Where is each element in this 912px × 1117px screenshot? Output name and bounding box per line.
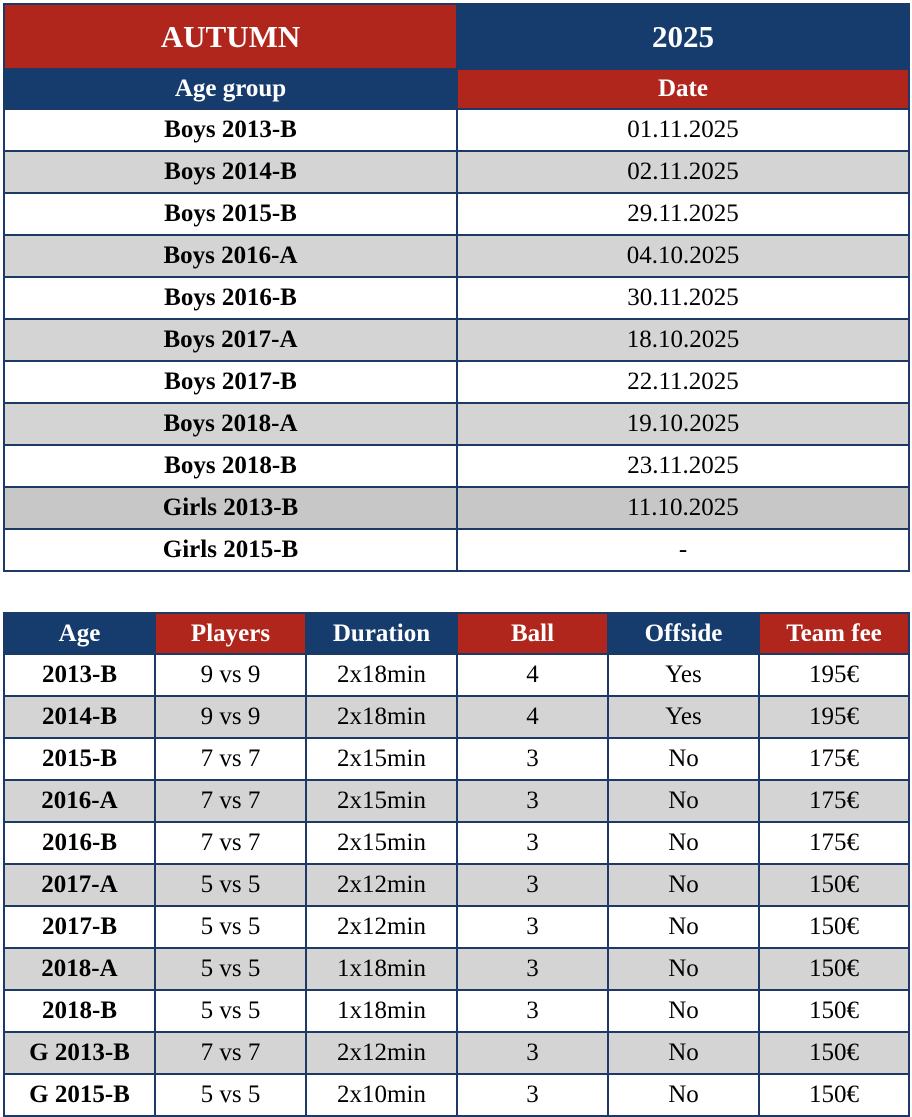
team-fee-cell: 150€: [759, 948, 909, 990]
offside-cell: Yes: [608, 654, 759, 696]
team-fee-cell: 175€: [759, 822, 909, 864]
offside-cell: No: [608, 948, 759, 990]
players-cell: 9 vs 9: [155, 696, 306, 738]
age-group-header: Age group: [4, 69, 457, 109]
date-cell: 19.10.2025: [457, 403, 909, 445]
schedule-title-row: [4, 4, 909, 69]
ball-cell: 4: [457, 696, 608, 738]
table-row: [4, 529, 909, 571]
players-cell: 7 vs 7: [155, 738, 306, 780]
age-cell: 2013-B: [4, 654, 155, 696]
age-cell: G 2015-B: [4, 1074, 155, 1116]
team-fee-cell: 150€: [759, 1074, 909, 1116]
players-header: Players: [155, 613, 306, 654]
duration-cell: 2x15min: [306, 780, 457, 822]
date-header: Date: [457, 69, 909, 109]
players-cell: 5 vs 5: [155, 948, 306, 990]
age-group-cell: Girls 2015-B: [4, 529, 457, 571]
duration-cell: 2x12min: [306, 864, 457, 906]
players-cell: 5 vs 5: [155, 906, 306, 948]
team-fee-cell: 150€: [759, 990, 909, 1032]
schedule-table: [3, 3, 910, 572]
table-row: [4, 822, 909, 864]
date-cell: 29.11.2025: [457, 193, 909, 235]
table-row: [4, 864, 909, 906]
duration-cell: 1x18min: [306, 948, 457, 990]
table-row: [4, 487, 909, 529]
table-row: [4, 235, 909, 277]
duration-cell: 2x15min: [306, 738, 457, 780]
team-fee-cell: 175€: [759, 780, 909, 822]
offside-cell: No: [608, 864, 759, 906]
duration-cell: 2x12min: [306, 906, 457, 948]
team-fee-cell: 195€: [759, 696, 909, 738]
age-cell: G 2013-B: [4, 1032, 155, 1074]
players-cell: 9 vs 9: [155, 654, 306, 696]
date-cell: 01.11.2025: [457, 109, 909, 151]
table-row: [4, 654, 909, 696]
offside-cell: No: [608, 780, 759, 822]
age-group-cell: Boys 2018-B: [4, 445, 457, 487]
duration-cell: 2x15min: [306, 822, 457, 864]
table-row: [4, 906, 909, 948]
schedule-header-row: [4, 69, 909, 109]
date-cell: 04.10.2025: [457, 235, 909, 277]
table-row: [4, 151, 909, 193]
table-row: [4, 319, 909, 361]
ball-cell: 3: [457, 990, 608, 1032]
table-row: [4, 1074, 909, 1116]
date-cell: 02.11.2025: [457, 151, 909, 193]
date-cell: 11.10.2025: [457, 487, 909, 529]
team-fee-cell: 195€: [759, 654, 909, 696]
offside-header: Offside: [608, 613, 759, 654]
offside-cell: Yes: [608, 696, 759, 738]
age-group-cell: Boys 2016-B: [4, 277, 457, 319]
duration-cell: 2x18min: [306, 654, 457, 696]
table-row: [4, 109, 909, 151]
age-cell: 2017-B: [4, 906, 155, 948]
table-row: [4, 1032, 909, 1074]
ball-cell: 4: [457, 654, 608, 696]
table-row: [4, 277, 909, 319]
team-fee-cell: 150€: [759, 906, 909, 948]
players-cell: 5 vs 5: [155, 864, 306, 906]
ball-cell: 3: [457, 738, 608, 780]
players-cell: 5 vs 5: [155, 1074, 306, 1116]
offside-cell: No: [608, 990, 759, 1032]
offside-cell: No: [608, 906, 759, 948]
age-group-cell: Boys 2017-B: [4, 361, 457, 403]
team-fee-cell: 175€: [759, 738, 909, 780]
date-cell: 22.11.2025: [457, 361, 909, 403]
table-row: [4, 361, 909, 403]
ball-cell: 3: [457, 948, 608, 990]
duration-cell: 2x18min: [306, 696, 457, 738]
table-row: [4, 696, 909, 738]
team-fee-cell: 150€: [759, 864, 909, 906]
age-cell: 2018-B: [4, 990, 155, 1032]
date-cell: 30.11.2025: [457, 277, 909, 319]
offside-cell: No: [608, 1032, 759, 1074]
ball-cell: 3: [457, 1032, 608, 1074]
year-title: 2025: [457, 4, 909, 69]
age-cell: 2016-B: [4, 822, 155, 864]
duration-header: Duration: [306, 613, 457, 654]
players-cell: 7 vs 7: [155, 780, 306, 822]
team-fee-header: Team fee: [759, 613, 909, 654]
table-row: [4, 990, 909, 1032]
ball-cell: 3: [457, 780, 608, 822]
table-row: [4, 193, 909, 235]
age-cell: 2018-A: [4, 948, 155, 990]
age-group-cell: Boys 2013-B: [4, 109, 457, 151]
ball-cell: 3: [457, 1074, 608, 1116]
age-group-cell: Boys 2017-A: [4, 319, 457, 361]
rules-header-row: [4, 613, 909, 654]
duration-cell: 2x10min: [306, 1074, 457, 1116]
table-row: [4, 780, 909, 822]
season-title: AUTUMN: [4, 4, 457, 69]
age-cell: 2017-A: [4, 864, 155, 906]
date-cell: -: [457, 529, 909, 571]
age-cell: 2016-A: [4, 780, 155, 822]
age-group-cell: Boys 2015-B: [4, 193, 457, 235]
age-group-cell: Girls 2013-B: [4, 487, 457, 529]
table-row: [4, 948, 909, 990]
offside-cell: No: [608, 738, 759, 780]
ball-cell: 3: [457, 906, 608, 948]
team-fee-cell: 150€: [759, 1032, 909, 1074]
ball-cell: 3: [457, 864, 608, 906]
players-cell: 5 vs 5: [155, 990, 306, 1032]
age-group-cell: Boys 2016-A: [4, 235, 457, 277]
players-cell: 7 vs 7: [155, 822, 306, 864]
players-cell: 7 vs 7: [155, 1032, 306, 1074]
duration-cell: 1x18min: [306, 990, 457, 1032]
offside-cell: No: [608, 1074, 759, 1116]
date-cell: 18.10.2025: [457, 319, 909, 361]
table-row: [4, 403, 909, 445]
table-row: [4, 738, 909, 780]
age-header: Age: [4, 613, 155, 654]
age-cell: 2014-B: [4, 696, 155, 738]
age-group-cell: Boys 2018-A: [4, 403, 457, 445]
table-row: [4, 445, 909, 487]
duration-cell: 2x12min: [306, 1032, 457, 1074]
rules-table: [3, 612, 910, 1117]
ball-header: Ball: [457, 613, 608, 654]
date-cell: 23.11.2025: [457, 445, 909, 487]
age-cell: 2015-B: [4, 738, 155, 780]
age-group-cell: Boys 2014-B: [4, 151, 457, 193]
ball-cell: 3: [457, 822, 608, 864]
offside-cell: No: [608, 822, 759, 864]
